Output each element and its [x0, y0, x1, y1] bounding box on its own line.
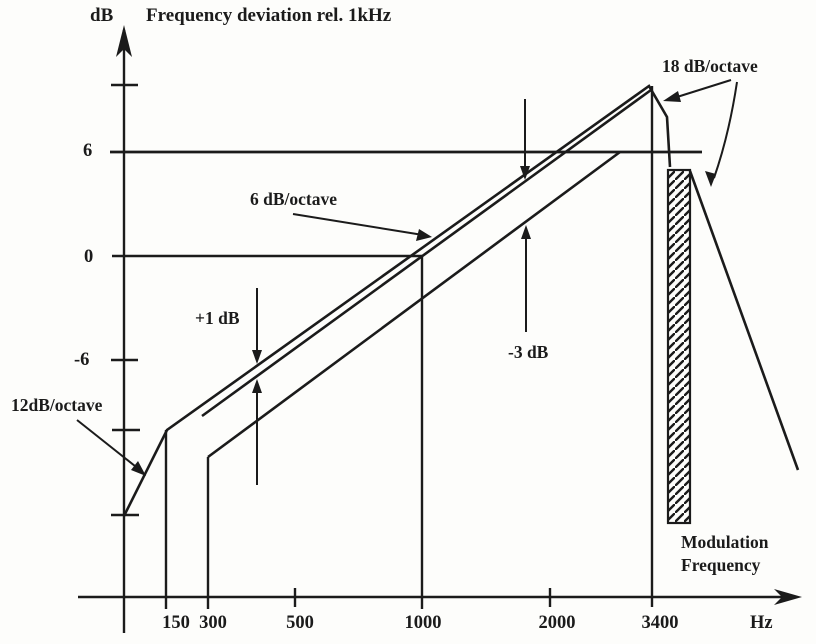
slope18-label: 18 dB/octave: [662, 56, 758, 76]
y-axis-unit-label: dB: [90, 5, 114, 26]
x-tick-label-2000: 2000: [538, 613, 576, 633]
tolerance-lower-label: -3 dB: [508, 342, 549, 362]
x-tick-label-3400: 3400: [641, 613, 679, 633]
x-axis-unit-label: Hz: [750, 613, 773, 633]
slope18-arrow-left-icon: [663, 80, 731, 102]
upper-limit-line: [124, 86, 670, 516]
chart-title: Frequency deviation rel. 1kHz: [146, 5, 392, 26]
x-axis: [78, 588, 802, 607]
x-tick-label-500: 500: [286, 613, 314, 633]
frequency-droplines: [166, 86, 652, 609]
reference-lines: [110, 152, 702, 256]
modulation-frequency-label: Modulation Frequency: [681, 532, 769, 576]
slope18-arrow-down-icon: [705, 82, 737, 187]
minus3db-arrows-icon: [520, 99, 531, 332]
x-tick-label-1000: 1000: [404, 613, 442, 633]
slope12-label: 12dB/octave: [11, 395, 103, 415]
y-tick-label-0: 0: [84, 247, 94, 267]
slope12-arrow-icon: [77, 420, 146, 476]
y-axis: [111, 25, 140, 633]
tolerance-upper-label: +1 dB: [195, 308, 240, 328]
y-tick-label-6: 6: [83, 141, 93, 161]
nominal-line: [202, 90, 651, 416]
rolloff-line: [690, 171, 798, 470]
plus1db-arrows-icon: [252, 288, 262, 485]
x-tick-label-150: 150: [162, 613, 190, 633]
template-curves: [124, 86, 798, 516]
x-tick-label-300: 300: [199, 613, 227, 633]
y-tick-label-minus6: -6: [74, 350, 90, 370]
modulation-frequency-bar: [668, 170, 690, 523]
slope6-arrow-icon: [293, 214, 432, 241]
slope6-label: 6 dB/octave: [250, 189, 338, 209]
